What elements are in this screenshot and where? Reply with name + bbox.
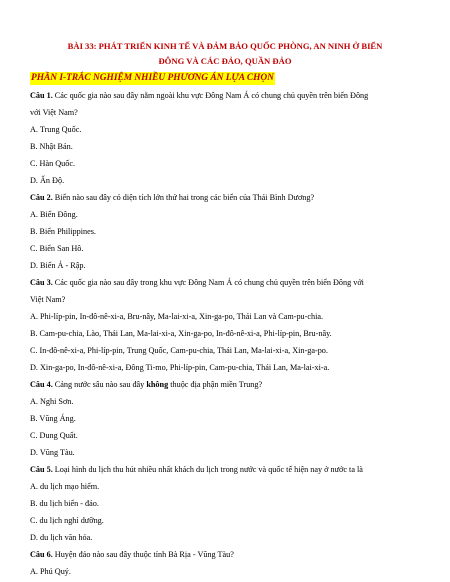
q3-option-b: B. Cam-pu-chia, Lào, Thái Lan, Ma-lai-xi-a, Xin-ga-po, In-đô-nê-xi-a, Phi-líp-pin, Bru-nây. — [30, 329, 332, 338]
q5-option-c: C. du lịch nghỉ dưỡng. — [30, 516, 104, 525]
question-2: Câu 2. Biển nào sau đây có diện tích lớn thứ hai trong các biển của Thái Bình Dương? — [30, 193, 315, 202]
question-6: Câu 6. Huyện đảo nào sau đây thuộc tỉnh Bà Rịa - Vũng Tàu? — [30, 550, 234, 559]
title-line-2: ĐÔNG VÀ CÁC ĐẢO, QUẦN ĐẢO — [158, 56, 292, 66]
title-line-1: BÀI 33: PHÁT TRIỂN KINH TẾ VÀ ĐẢM BẢO QUỐC PHÒNG, AN NINH Ở BIỂN — [67, 41, 383, 51]
question-1: Câu 1. Các quốc gia nào sau đây nằm ngoài khu vực Đông Nam Á có chung chủ quyền trên biển Đông — [30, 91, 369, 100]
q3-option-c: C. In-đô-nê-xi-a, Phi-líp-pin, Trung Quốc, Cam-pu-chia, Thái Lan, Ma-lai-xi-a, Xin-ga-po. — [30, 346, 328, 355]
q1-option-b: B. Nhật Bản. — [30, 142, 73, 151]
q1-option-a: A. Trung Quốc. — [30, 125, 82, 134]
q5-option-a: A. du lịch mạo hiểm. — [30, 482, 100, 491]
q2-option-d: D. Biển Ả - Rập. — [30, 261, 86, 270]
q5-option-d: D. du lịch văn hóa. — [30, 533, 93, 542]
question-3-cont: Việt Nam? — [30, 295, 66, 304]
q1-option-c: C. Hàn Quốc. — [30, 159, 76, 168]
question-1-cont: với Việt Nam? — [30, 108, 78, 117]
q1-option-d: D. Ấn Độ. — [30, 176, 65, 185]
q4-option-a: A. Nghi Sơn. — [30, 397, 74, 406]
question-4: Câu 4. Cảng nước sâu nào sau đây không thuộc địa phận miền Trung? — [30, 380, 263, 389]
q2-option-c: C. Biển San Hô. — [30, 244, 84, 253]
q4-option-b: B. Vũng Áng. — [30, 414, 76, 423]
q5-option-b: B. du lịch biển - đảo. — [30, 499, 99, 508]
q3-option-d: D. Xin-ga-po, In-đô-nê-xi-a, Đông Ti-mo, Phi-líp-pin, Cam-pu-chia, Thái Lan, Ma-lai-xi-a. — [30, 363, 330, 372]
question-3: Câu 3. Các quốc gia nào sau đây trong khu vực Đông Nam Á có chung chủ quyền trên biển Đông với — [30, 278, 364, 287]
q4-option-d: D. Vũng Tàu. — [30, 448, 75, 457]
section-heading: PHẦN I-TRẮC NGHIỆM NHIỀU PHƯƠNG ÁN LỰA CHỌN — [31, 73, 274, 83]
q6-option-a: A. Phú Quý. — [30, 567, 71, 576]
q3-option-a: A. Phi-líp-pin, In-đô-nê-xi-a, Bru-nây, Ma-lai-xi-a, Xin-ga-po, Thái Lan và Cam-pu-chia. — [30, 312, 324, 321]
q2-option-b: B. Biển Philippines. — [30, 227, 96, 236]
question-5: Câu 5. Loại hình du lịch thu hút nhiều nhất khách du lịch trong nước và quốc tế hiện nay ở nước ta là — [30, 465, 363, 474]
q2-option-a: A. Biển Đông. — [30, 210, 78, 219]
q4-option-c: C. Dung Quất. — [30, 431, 78, 440]
